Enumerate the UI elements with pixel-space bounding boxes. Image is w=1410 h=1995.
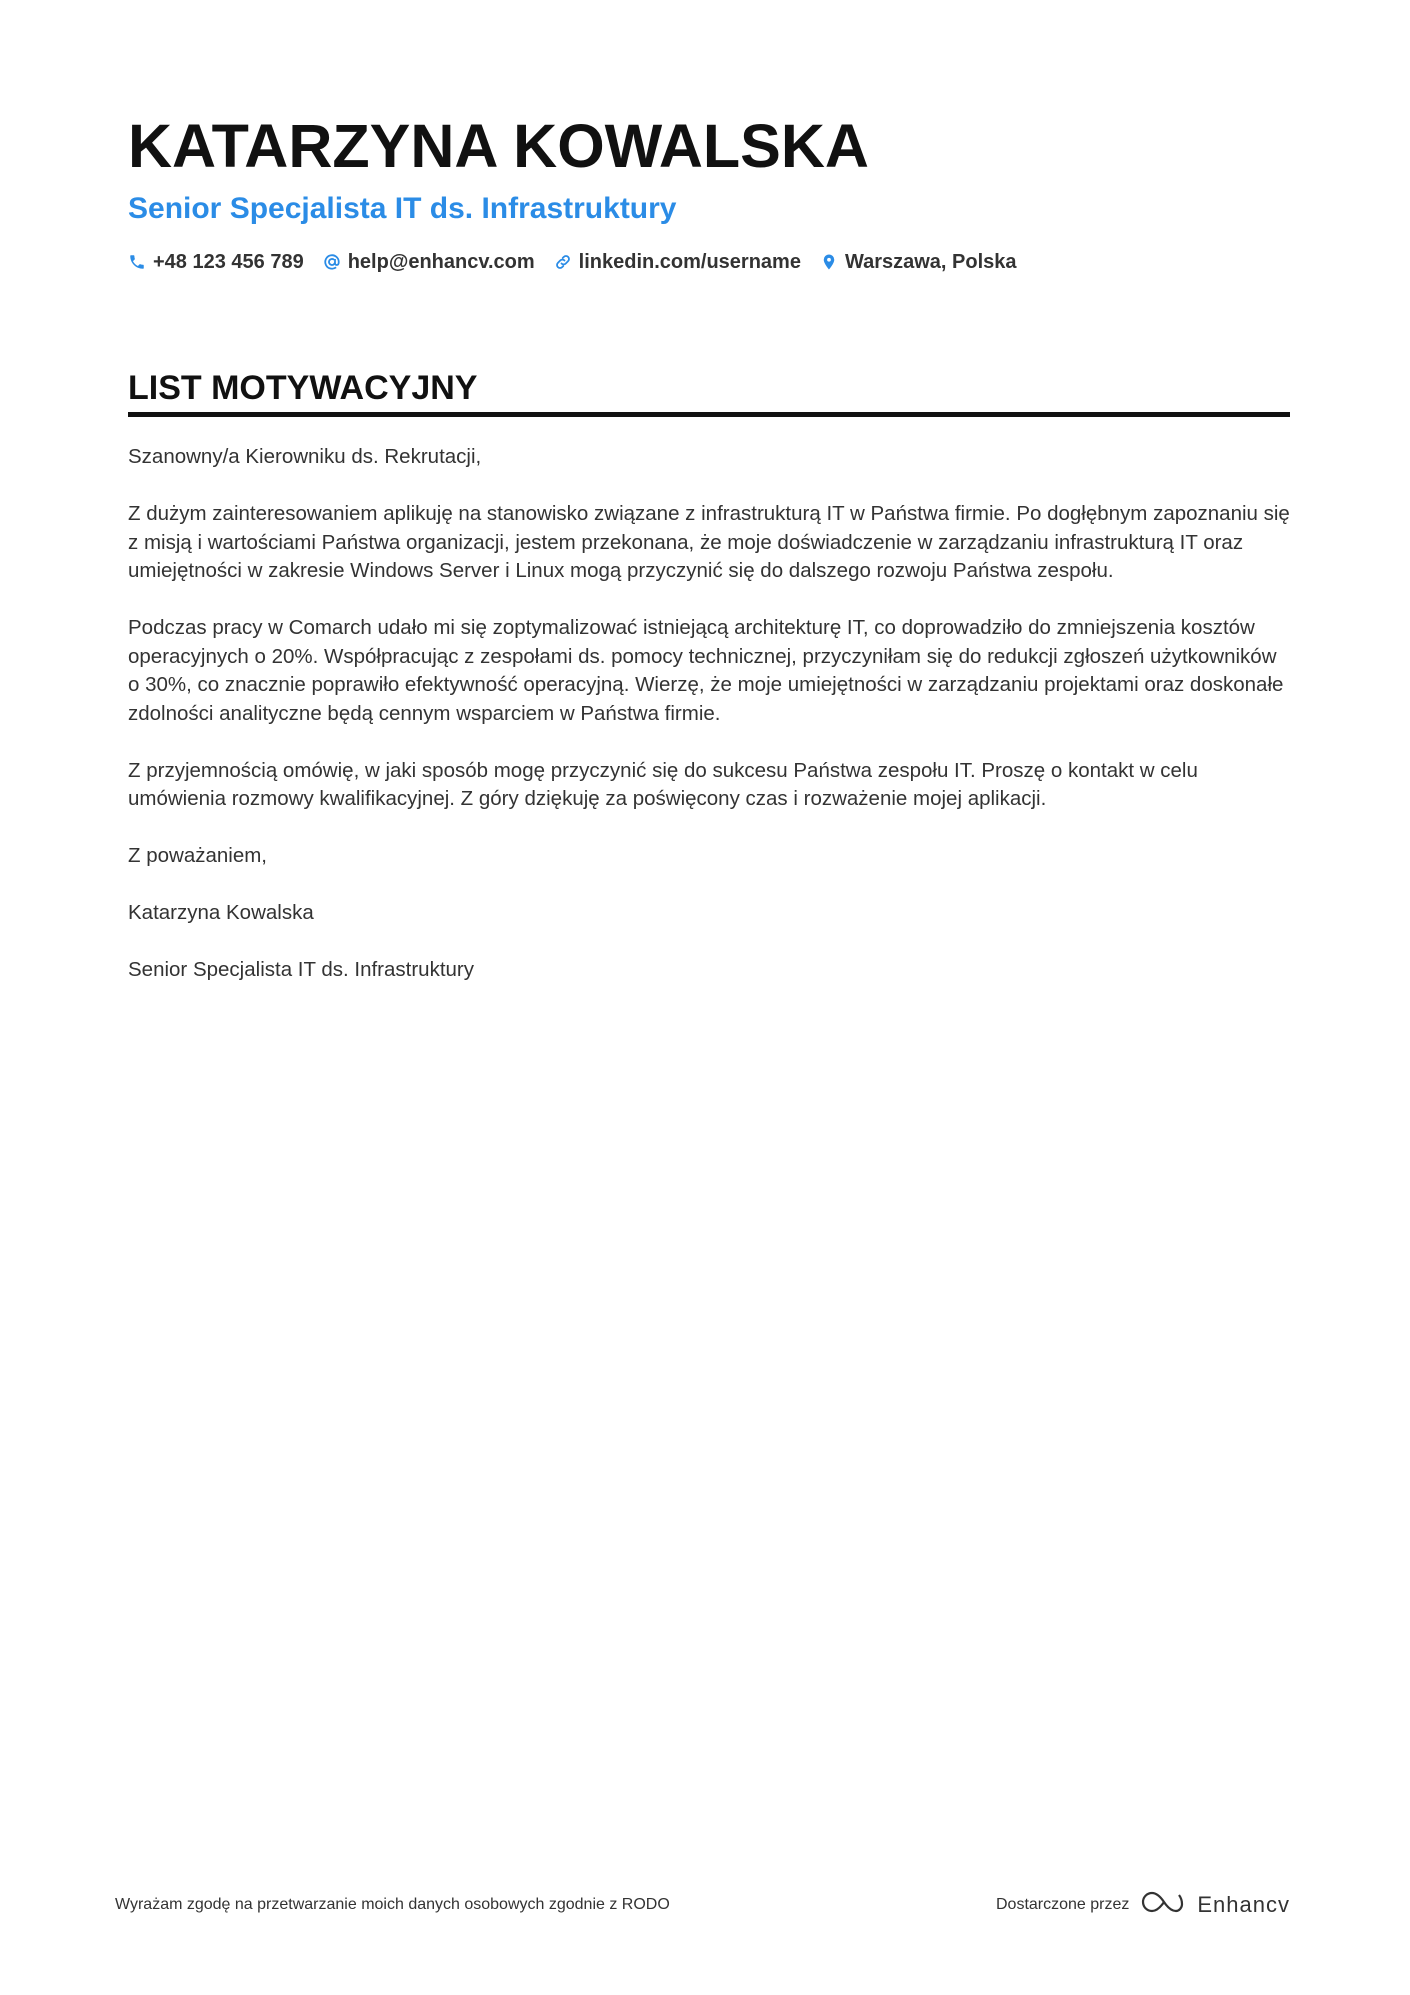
contact-location-text: Warszawa, Polska [844, 251, 1017, 273]
section-title: LIST MOTYWACYJNY [128, 369, 478, 407]
infinity-logo-icon [1141, 1890, 1187, 1919]
at-icon [323, 253, 341, 271]
contact-email[interactable] [323, 248, 535, 276]
contact-email-text[interactable]: help@enhancv.com [347, 251, 535, 273]
contact-phone-text: +48 123 456 789 [153, 251, 304, 273]
letter-paragraph-2: Podczas pracy w Comarch udało mi się zoptymalizować istniejącą architekturę IT, co doprowadziło do zmniejszenia kosztów operacyjnych o 20%. Współpracując z zespołami ds. pomocy technicznej, przyczyniłam się do redukcji zgłoszeń użytkowników o 30%, co znacznie poprawiło efektywność operacyjną. Wierzę, że moje umiejętności w zarządzaniu projektami oraz doskonałe zdolności analityczne będą cennym wsparciem w Państwa firmie. [128, 616, 1284, 725]
contact-bar [128, 248, 1290, 276]
gdpr-consent: Wyrażam zgodę na przetwarzanie moich danych osobowych zgodnie z RODO [115, 1895, 670, 1913]
location-pin-icon [820, 253, 838, 271]
contact-location [820, 248, 1017, 276]
brand-logo[interactable] [1141, 1890, 1290, 1919]
provided-by-label: Dostarczone przez [995, 1895, 1130, 1913]
link-icon [554, 253, 572, 271]
provided-by [996, 1890, 1290, 1919]
contact-phone [128, 248, 304, 276]
signature-role: Senior Specjalista IT ds. Infrastruktury [128, 958, 474, 981]
letter-body [128, 443, 1290, 985]
signature-name: Katarzyna Kowalska [128, 901, 314, 924]
brand-name: Enhancv [1197, 1891, 1290, 1917]
letter-greeting: Szanowny/a Kierowniku ds. Rekrutacji, [128, 445, 482, 468]
page-footer [115, 1890, 1290, 1919]
contact-linkedin[interactable] [554, 248, 801, 276]
cover-letter-page [128, 108, 1290, 1013]
letter-paragraph-3: Z przyjemnością omówię, w jaki sposób mogę przyczynić się do sukcesu Państwa zespołu IT. Proszę o kontakt w celu umówienia rozmowy kwalifikacyjnej. Z góry dziękuję za poświęcony czas i rozważenie mojej aplikacji. [128, 758, 1198, 810]
section-divider [128, 412, 1290, 417]
candidate-role: Senior Specjalista IT ds. Infrastruktury [128, 192, 677, 225]
phone-icon [128, 253, 146, 271]
letter-paragraph-1: Z dużym zainteresowaniem aplikuję na stanowisko związane z infrastrukturą IT w Państwa firmie. Po dogłębnym zapoznaniu się z misją i wartościami Państwa organizacji, jestem przekonana, że moje doświadczenie w zarządzaniu infrastrukturą IT oraz umiejętności w zakresie Windows Server i Linux mogą przyczynić się do dalszego rozwoju Państwa zespołu. [128, 502, 1290, 582]
candidate-name: KATARZYNA KOWALSKA [128, 112, 869, 180]
letter-closing: Z poważaniem, [128, 844, 268, 867]
contact-linkedin-text[interactable]: linkedin.com/username [578, 251, 801, 273]
